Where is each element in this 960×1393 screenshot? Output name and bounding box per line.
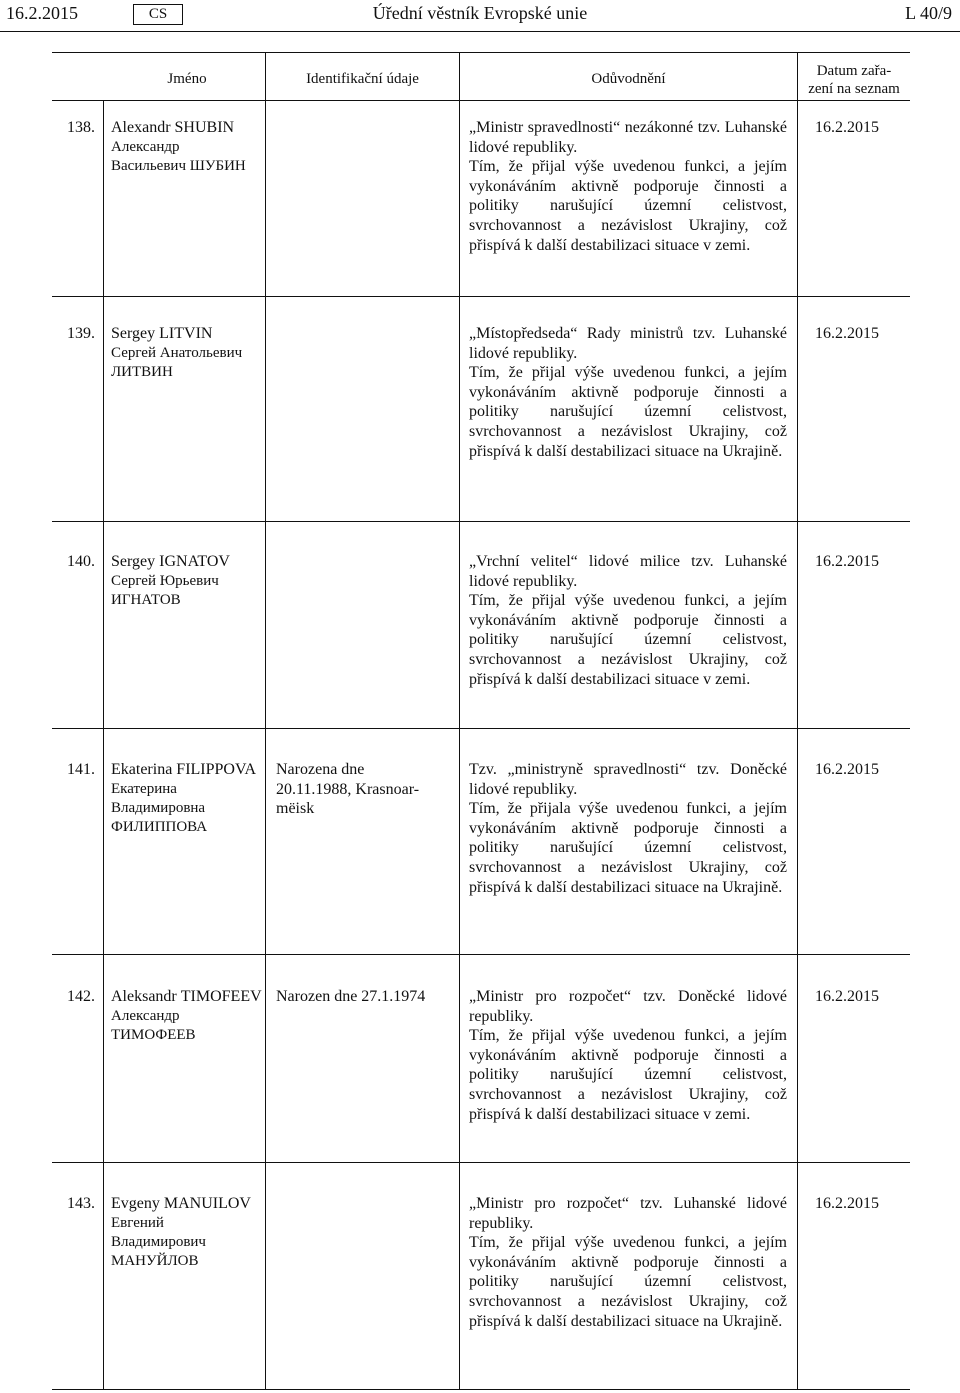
identification-line: Narozena dne	[276, 761, 365, 778]
first-name: Sergey	[111, 325, 156, 342]
identification-details	[276, 760, 456, 819]
row-number: 141.	[67, 761, 95, 778]
column-header-reason: Odůvodnění	[591, 71, 666, 87]
identification-line: 20.11.1988, Krasnoar-	[276, 780, 420, 798]
reason-body: Tím, že přijal výše uvedenou funkci, a jejím vykonáváním aktivně podporuje činnosti a politiky narušující územní celistvost, svrchovannost a nezávislost Ukrajiny, což přispívá k další destabilizaci situace na Ukrajině.	[469, 1234, 787, 1330]
column-divider	[459, 52, 460, 1390]
reason-text	[469, 987, 787, 1124]
reason-title: „Ministr spravedlnosti“ nezákonné tzv. Luhanské lidové republiky.	[469, 119, 787, 156]
row-separator	[52, 296, 910, 297]
row-separator	[52, 954, 910, 955]
cyrillic-name-line: ФИЛИППОВА	[111, 818, 208, 835]
listing-date: 16.2.2015	[815, 553, 879, 570]
last-name: FILIPPOVA	[176, 761, 257, 778]
cyrillic-name-line: Владимировна	[111, 799, 206, 816]
identification-line: Narozen dne 27.1.1974	[276, 988, 426, 1005]
row-separator	[52, 1162, 910, 1163]
identification-line: mëisk	[276, 800, 315, 818]
cyrillic-name-line: Александр	[111, 138, 180, 155]
row-number: 139.	[67, 325, 95, 342]
cyrillic-name-line: ИГНАТОВ	[111, 591, 181, 608]
last-name: IGNATOV	[159, 553, 230, 570]
person-name	[111, 1194, 261, 1271]
person-name	[111, 552, 261, 610]
last-name: LITVIN	[159, 325, 213, 342]
header-date: 16.2.2015	[6, 3, 78, 23]
cyrillic-name-line: Васильевич ШУБИН	[111, 157, 246, 174]
reason-body: Tím, že přijala výše uvedenou funkci, a jejím vykonáváním aktivně podporuje činnosti a politiky narušující územní celistvost, svrchovannost a nezávislost Ukrajiny, což přispívá k další destabilizaci situace na Ukrajině.	[469, 800, 787, 896]
table-bottom-rule	[52, 1389, 910, 1390]
row-separator	[52, 728, 910, 729]
listing-date: 16.2.2015	[815, 761, 879, 778]
header-rule	[0, 31, 960, 32]
cyrillic-name-line: Сергей Юрьевич	[111, 572, 219, 589]
reason-text	[469, 1194, 787, 1331]
cyrillic-name-line: Сергей Анатольевич	[111, 344, 243, 361]
listing-date: 16.2.2015	[815, 1195, 879, 1212]
reason-title: „Vrchní velitel“ lidové milice tzv. Luhanské lidové republiky.	[469, 553, 787, 590]
column-divider	[797, 52, 798, 1390]
table-top-rule	[52, 52, 910, 53]
row-number: 138.	[67, 119, 95, 136]
identification-details	[276, 987, 458, 1007]
reason-text	[469, 118, 787, 255]
listing-date: 16.2.2015	[815, 119, 879, 136]
last-name: MANUILOV	[163, 1195, 251, 1212]
table-header-rule	[52, 100, 910, 101]
row-number: 142.	[67, 988, 95, 1005]
listing-date: 16.2.2015	[815, 988, 879, 1005]
reason-body: Tím, že přijal výše uvedenou funkci, a jejím vykonáváním aktivně podporuje činnosti a politiky narušující územní celistvost, svrchovannost a nezávislost Ukrajiny, což přispívá k další destabilizaci situace v zemi.	[469, 1027, 787, 1123]
column-divider	[265, 52, 266, 1390]
column-header-date-line: Datum zařa-	[816, 63, 892, 79]
row-separator	[52, 521, 910, 522]
reason-text	[469, 324, 787, 461]
sanctions-table	[52, 52, 910, 1390]
column-header-name: Jméno	[167, 71, 207, 87]
first-name: Sergey	[111, 553, 156, 570]
cyrillic-name-line: ЛИТВИН	[111, 363, 173, 380]
person-name	[111, 118, 261, 176]
cyrillic-name-line: Александр	[111, 1007, 180, 1024]
last-name: TIMOFEEV	[180, 988, 262, 1005]
language-code-box: CS	[133, 4, 183, 25]
column-divider	[103, 100, 104, 1390]
person-name	[111, 987, 263, 1045]
journal-title: Úřední věstník Evropské unie	[372, 3, 588, 23]
column-header-date-line: zení na seznam	[808, 81, 900, 97]
reason-text	[469, 552, 787, 689]
last-name: SHUBIN	[174, 119, 235, 136]
cyrillic-name-line: ТИМОФЕЕВ	[111, 1026, 196, 1043]
page-number: L 40/9	[905, 3, 952, 23]
first-name: Aleksandr	[111, 988, 177, 1005]
cyrillic-name-line: Евгений	[111, 1214, 164, 1231]
reason-title: „Místopředseda“ Rady ministrů tzv. Luhanské lidové republiky.	[469, 325, 787, 362]
reason-title: „Ministr pro rozpočet“ tzv. Luhanské lidové republiky.	[469, 1195, 787, 1232]
reason-title: Tzv. „ministryně spravedlnosti“ tzv. Doněcké lidové republiky.	[469, 761, 787, 798]
person-name	[111, 760, 261, 837]
reason-title: „Ministr pro rozpočet“ tzv. Doněcké lidové republiky.	[469, 988, 787, 1025]
column-header-ident: Identifikační údaje	[306, 71, 419, 87]
first-name: Ekaterina	[111, 761, 173, 778]
reason-body: Tím, že přijal výše uvedenou funkci, a jejím vykonáváním aktivně podporuje činnosti a politiky narušující územní celistvost, svrchovannost a nezávislost Ukrajiny, což přispívá k další destabilizaci situace v zemi.	[469, 592, 787, 688]
row-number: 140.	[67, 553, 95, 570]
reason-body: Tím, že přijal výše uvedenou funkci, a jejím vykonáváním aktivně podporuje činnosti a politiky narušující územní celistvost, svrchovannost a nezávislost Ukrajiny, což přispívá k další destabilizaci situace na Ukrajině.	[469, 364, 787, 460]
first-name: Alexandr	[111, 119, 171, 136]
person-name	[111, 324, 261, 382]
cyrillic-name-line: Владимирович	[111, 1233, 206, 1250]
row-number: 143.	[67, 1195, 95, 1212]
cyrillic-name-line: МАНУЙЛОВ	[111, 1252, 199, 1269]
reason-body: Tím, že přijal výše uvedenou funkci, a jejím vykonáváním aktivně podporuje činnosti a politiky narušující územní celistvost, svrchovannost a nezávislost Ukrajiny, což přispívá k další destabilizaci situace v zemi.	[469, 158, 787, 254]
cyrillic-name-line: Екатерина	[111, 780, 177, 797]
listing-date: 16.2.2015	[815, 325, 879, 342]
first-name: Evgeny	[111, 1195, 160, 1212]
column-header-date	[798, 62, 910, 98]
reason-text	[469, 760, 787, 897]
page-header	[0, 0, 960, 30]
